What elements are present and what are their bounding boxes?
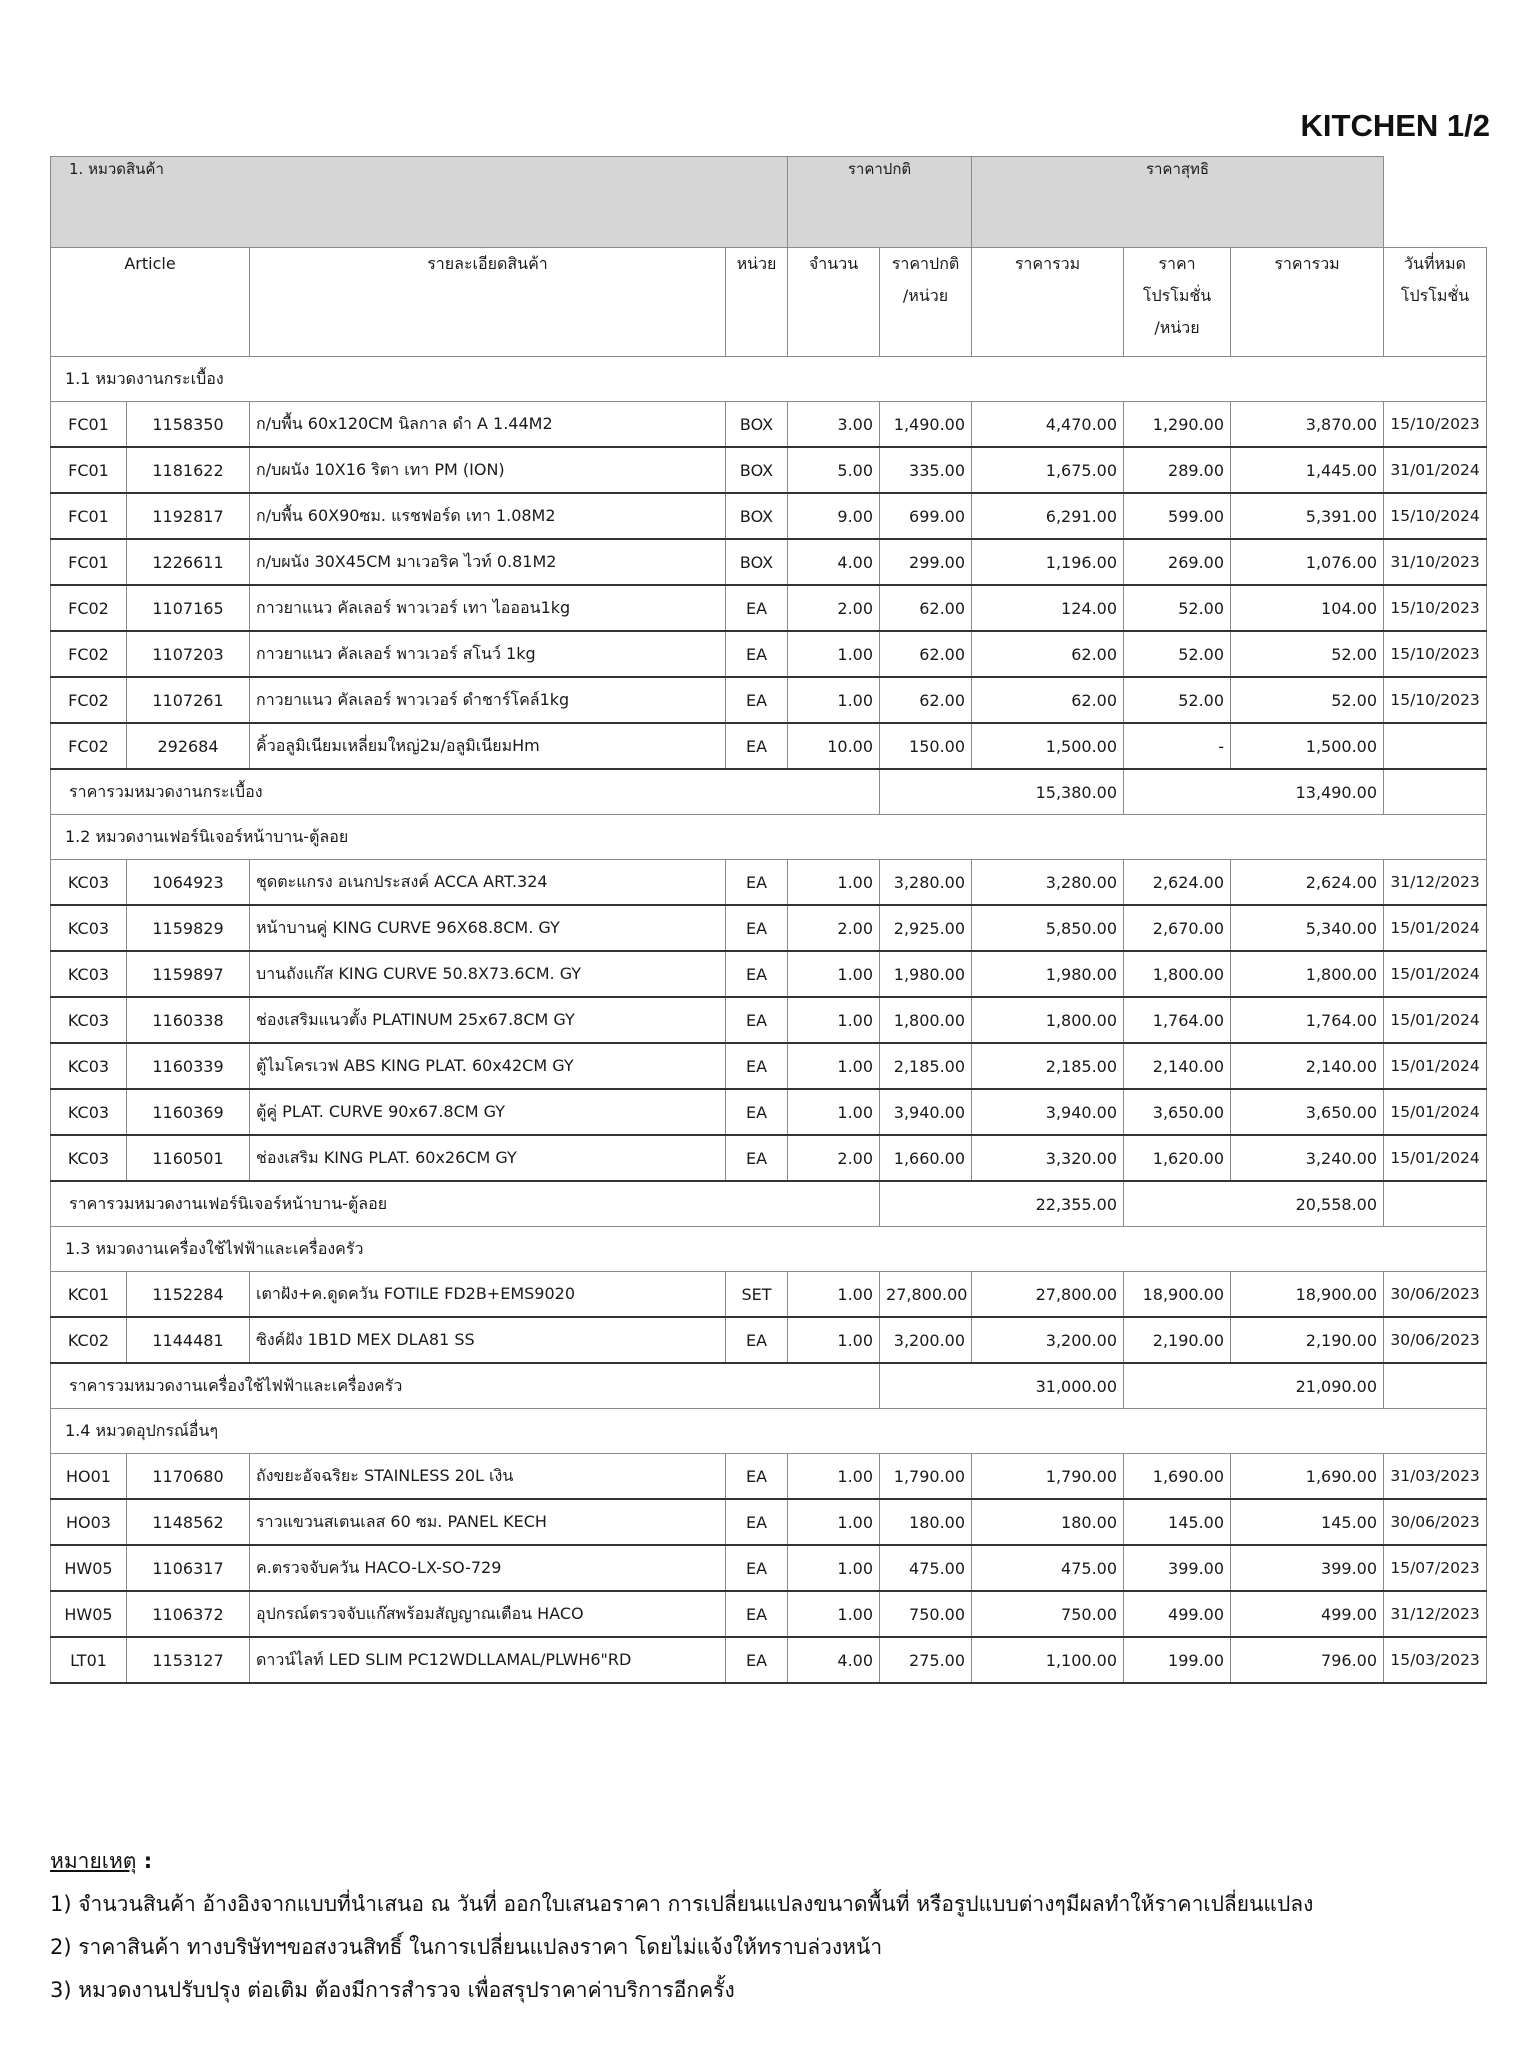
item-promo-end: 15/10/2024 xyxy=(1384,493,1487,539)
item-unit: EA xyxy=(726,585,788,631)
item-qty: 2.00 xyxy=(788,1135,880,1181)
item-promo-end: 15/01/2024 xyxy=(1384,905,1487,951)
item-description: บานถังแก๊ส KING CURVE 50.8X73.6CM. GY xyxy=(250,951,726,997)
item-unit: EA xyxy=(726,860,788,906)
item-code: FC02 xyxy=(51,585,127,631)
item-promo-price: 499.00 xyxy=(1124,1591,1231,1637)
item-unit-price: 1,800.00 xyxy=(880,997,972,1043)
item-promo-price: 199.00 xyxy=(1124,1637,1231,1683)
item-total: 124.00 xyxy=(972,585,1124,631)
item-total: 62.00 xyxy=(972,631,1124,677)
item-unit: EA xyxy=(726,1591,788,1637)
section-total-row xyxy=(51,769,1487,815)
item-unit: BOX xyxy=(726,493,788,539)
item-net-total: 2,624.00 xyxy=(1231,860,1384,906)
item-article: 1107165 xyxy=(127,585,250,631)
section-title-row xyxy=(51,1409,1487,1454)
notes-heading: หมายเหตุ : xyxy=(50,1849,153,1873)
table-row xyxy=(51,402,1487,448)
table-row xyxy=(51,585,1487,631)
item-promo-price: - xyxy=(1124,723,1231,769)
item-article: 1106317 xyxy=(127,1545,250,1591)
item-total: 4,470.00 xyxy=(972,402,1124,448)
item-unit: EA xyxy=(726,951,788,997)
item-article: 1144481 xyxy=(127,1317,250,1363)
item-promo-price: 52.00 xyxy=(1124,631,1231,677)
item-qty: 1.00 xyxy=(788,1043,880,1089)
item-qty: 1.00 xyxy=(788,1089,880,1135)
item-unit: EA xyxy=(726,1545,788,1591)
item-total: 180.00 xyxy=(972,1499,1124,1545)
note-line: 3) หมวดงานปรับปรุง ต่อเติม ต้องมีการสำรวจ เพื่อสรุปราคาค่าบริการอีกครั้ง xyxy=(50,1978,735,2002)
item-description: ก/บพื้น 60x120CM นิลกาล ดำ A 1.44M2 xyxy=(250,402,726,448)
item-description: ดาวน์ไลท์ LED SLIM PC12WDLLAMAL/PLWH6"RD xyxy=(250,1637,726,1683)
item-article: 1158350 xyxy=(127,402,250,448)
item-code: HW05 xyxy=(51,1545,127,1591)
table-row xyxy=(51,1317,1487,1363)
item-unit: EA xyxy=(726,677,788,723)
item-promo-price: 1,620.00 xyxy=(1124,1135,1231,1181)
item-description: ช่องเสริมแนวตั้ง PLATINUM 25x67.8CM GY xyxy=(250,997,726,1043)
item-unit-price: 299.00 xyxy=(880,539,972,585)
table-row xyxy=(51,905,1487,951)
item-promo-price: 18,900.00 xyxy=(1124,1272,1231,1318)
item-description: ตู้ไมโครเวฟ ABS KING PLAT. 60x42CM GY xyxy=(250,1043,726,1089)
table-row xyxy=(51,1637,1487,1683)
item-promo-price: 2,190.00 xyxy=(1124,1317,1231,1363)
item-qty: 9.00 xyxy=(788,493,880,539)
item-promo-price: 52.00 xyxy=(1124,677,1231,723)
item-unit: EA xyxy=(726,631,788,677)
item-unit: BOX xyxy=(726,402,788,448)
item-code: HO03 xyxy=(51,1499,127,1545)
item-net-total: 104.00 xyxy=(1231,585,1384,631)
item-unit: EA xyxy=(726,1499,788,1545)
item-description: กาวยาแนว คัลเลอร์ พาวเวอร์ เทา ไอออน1kg xyxy=(250,585,726,631)
item-total: 3,320.00 xyxy=(972,1135,1124,1181)
item-qty: 1.00 xyxy=(788,677,880,723)
table-row xyxy=(51,1499,1487,1545)
item-article: 1160369 xyxy=(127,1089,250,1135)
item-article: 1107203 xyxy=(127,631,250,677)
item-code: HW05 xyxy=(51,1591,127,1637)
section-total-row xyxy=(51,1181,1487,1227)
table-row xyxy=(51,1043,1487,1089)
item-promo-end: 15/01/2024 xyxy=(1384,1135,1487,1181)
item-net-total: 2,190.00 xyxy=(1231,1317,1384,1363)
unit-price-header: ราคาปกติ /หน่วย xyxy=(880,248,972,357)
item-unit-price: 699.00 xyxy=(880,493,972,539)
item-article: 1106372 xyxy=(127,1591,250,1637)
item-article: 1181622 xyxy=(127,447,250,493)
note-line: 2) ราคาสินค้า ทางบริษัทฯขอสงวนสิทธิ์ ในการเปลี่ยนแปลงราคา โดยไม่แจ้งให้ทราบล่วงหน้า xyxy=(50,1935,883,1959)
section-total-row xyxy=(51,1363,1487,1409)
item-code: KC03 xyxy=(51,951,127,997)
item-article: 1170680 xyxy=(127,1454,250,1500)
item-unit-price: 62.00 xyxy=(880,677,972,723)
item-qty: 4.00 xyxy=(788,539,880,585)
item-promo-end: 15/10/2023 xyxy=(1384,402,1487,448)
item-promo-price: 1,800.00 xyxy=(1124,951,1231,997)
item-total: 1,675.00 xyxy=(972,447,1124,493)
section-total-label: ราคารวมหมวดงานเฟอร์นิเจอร์หน้าบาน-ตู้ลอย xyxy=(51,1181,880,1227)
table-row xyxy=(51,1591,1487,1637)
item-total: 3,940.00 xyxy=(972,1089,1124,1135)
table-row xyxy=(51,493,1487,539)
item-description: เตาฝัง+ค.ดูดควัน FOTILE FD2B+EMS9020 xyxy=(250,1272,726,1318)
item-total: 5,850.00 xyxy=(972,905,1124,951)
total-header: ราคารวม xyxy=(972,248,1124,357)
item-description: ตู้คู่ PLAT. CURVE 90x67.8CM GY xyxy=(250,1089,726,1135)
item-description: ก/บผนัง 10X16 ริตา เทา PM (ION) xyxy=(250,447,726,493)
item-total: 27,800.00 xyxy=(972,1272,1124,1318)
item-total: 2,185.00 xyxy=(972,1043,1124,1089)
item-article: 1152284 xyxy=(127,1272,250,1318)
table-row xyxy=(51,723,1487,769)
section-total-blank xyxy=(1384,769,1487,815)
item-promo-end: 31/01/2024 xyxy=(1384,447,1487,493)
item-net-total: 5,391.00 xyxy=(1231,493,1384,539)
item-unit-price: 2,925.00 xyxy=(880,905,972,951)
category-header: 1. หมวดสินค้า xyxy=(51,157,788,248)
item-unit-price: 1,660.00 xyxy=(880,1135,972,1181)
item-promo-end: 15/07/2023 xyxy=(1384,1545,1487,1591)
item-article: 1160501 xyxy=(127,1135,250,1181)
item-description: กาวยาแนว คัลเลอร์ พาวเวอร์ ดำชาร์โคล์1kg xyxy=(250,677,726,723)
item-unit-price: 475.00 xyxy=(880,1545,972,1591)
item-promo-price: 1,690.00 xyxy=(1124,1454,1231,1500)
section-net-total: 20,558.00 xyxy=(1124,1181,1384,1227)
item-promo-price: 145.00 xyxy=(1124,1499,1231,1545)
item-description: ก/บพื้น 60X90ซม. แรชฟอร์ด เทา 1.08M2 xyxy=(250,493,726,539)
section-net-total: 13,490.00 xyxy=(1124,769,1384,815)
item-unit-price: 335.00 xyxy=(880,447,972,493)
item-description: หน้าบานคู่ KING CURVE 96X68.8CM. GY xyxy=(250,905,726,951)
section-title: 1.3 หมวดงานเครื่องใช้ไฟฟ้าและเครื่องครัว xyxy=(51,1227,1487,1272)
table-row xyxy=(51,1545,1487,1591)
net-price-header: ราคาสุทธิ xyxy=(972,157,1384,248)
item-qty: 10.00 xyxy=(788,723,880,769)
item-unit-price: 180.00 xyxy=(880,1499,972,1545)
item-unit-price: 3,200.00 xyxy=(880,1317,972,1363)
item-promo-price: 2,624.00 xyxy=(1124,860,1231,906)
item-unit-price: 62.00 xyxy=(880,585,972,631)
item-qty: 1.00 xyxy=(788,860,880,906)
item-article: 1153127 xyxy=(127,1637,250,1683)
item-qty: 1.00 xyxy=(788,1317,880,1363)
promo-price-header: ราคา โปรโมชั่น /หน่วย xyxy=(1124,248,1231,357)
section-title: 1.1 หมวดงานกระเบื้อง xyxy=(51,357,1487,402)
regular-price-header: ราคาปกติ xyxy=(788,157,972,248)
item-qty: 4.00 xyxy=(788,1637,880,1683)
item-promo-end: 30/06/2023 xyxy=(1384,1499,1487,1545)
item-qty: 2.00 xyxy=(788,585,880,631)
item-total: 1,790.00 xyxy=(972,1454,1124,1500)
item-net-total: 3,240.00 xyxy=(1231,1135,1384,1181)
item-promo-price: 52.00 xyxy=(1124,585,1231,631)
item-unit-price: 27,800.00 xyxy=(880,1272,972,1318)
section-total: 31,000.00 xyxy=(880,1363,1124,1409)
item-code: KC03 xyxy=(51,860,127,906)
item-net-total: 499.00 xyxy=(1231,1591,1384,1637)
item-promo-end xyxy=(1384,723,1487,769)
item-promo-end: 31/03/2023 xyxy=(1384,1454,1487,1500)
table-row xyxy=(51,631,1487,677)
qty-header: จำนวน xyxy=(788,248,880,357)
item-article: 1226611 xyxy=(127,539,250,585)
section-total-blank xyxy=(1384,1181,1487,1227)
section-title-row xyxy=(51,1227,1487,1272)
item-unit-price: 150.00 xyxy=(880,723,972,769)
item-qty: 1.00 xyxy=(788,1499,880,1545)
item-description: ช่องเสริม KING PLAT. 60x26CM GY xyxy=(250,1135,726,1181)
section-total-label: ราคารวมหมวดงานกระเบื้อง xyxy=(51,769,880,815)
section-title: 1.4 หมวดอุปกรณ์อื่นๆ xyxy=(51,1409,1487,1454)
item-promo-end: 30/06/2023 xyxy=(1384,1272,1487,1318)
item-unit-price: 3,280.00 xyxy=(880,860,972,906)
item-net-total: 5,340.00 xyxy=(1231,905,1384,951)
item-qty: 1.00 xyxy=(788,1454,880,1500)
section-total: 22,355.00 xyxy=(880,1181,1124,1227)
item-promo-price: 1,764.00 xyxy=(1124,997,1231,1043)
column-header-row xyxy=(51,248,1487,357)
item-promo-end: 15/10/2023 xyxy=(1384,585,1487,631)
item-promo-price: 399.00 xyxy=(1124,1545,1231,1591)
item-code: KC03 xyxy=(51,905,127,951)
table-row xyxy=(51,677,1487,723)
item-unit: EA xyxy=(726,1317,788,1363)
table-row xyxy=(51,951,1487,997)
item-promo-end: 15/01/2024 xyxy=(1384,1043,1487,1089)
article-header: Article xyxy=(51,248,250,357)
item-description: ราวแขวนสเตนเลส 60 ซม. PANEL KECH xyxy=(250,1499,726,1545)
description-header: รายละเอียดสินค้า xyxy=(250,248,726,357)
item-article: 1160339 xyxy=(127,1043,250,1089)
item-total: 3,200.00 xyxy=(972,1317,1124,1363)
item-qty: 3.00 xyxy=(788,402,880,448)
item-promo-end: 15/01/2024 xyxy=(1384,951,1487,997)
quotation-table xyxy=(50,156,1487,1684)
section-total-blank xyxy=(1384,1363,1487,1409)
item-code: KC03 xyxy=(51,1135,127,1181)
item-code: KC03 xyxy=(51,1089,127,1135)
item-article: 292684 xyxy=(127,723,250,769)
table-row xyxy=(51,1135,1487,1181)
item-unit-price: 62.00 xyxy=(880,631,972,677)
item-article: 1107261 xyxy=(127,677,250,723)
item-description: ซิงค์ฝัง 1B1D MEX DLA81 SS xyxy=(250,1317,726,1363)
item-net-total: 1,800.00 xyxy=(1231,951,1384,997)
item-code: FC01 xyxy=(51,447,127,493)
header-band xyxy=(51,157,1487,248)
item-promo-end: 31/10/2023 xyxy=(1384,539,1487,585)
item-unit-price: 1,980.00 xyxy=(880,951,972,997)
item-promo-price: 2,670.00 xyxy=(1124,905,1231,951)
note-line: 1) จำนวนสินค้า อ้างอิงจากแบบที่นำเสนอ ณ วันที่ ออกใบเสนอราคา การเปลี่ยนแปลงขนาดพื้นที่ หรือรูปแบบต่างๆมีผลทำให้ราคาเปลี่ยนแปลง xyxy=(50,1892,1314,1916)
item-net-total: 1,500.00 xyxy=(1231,723,1384,769)
item-total: 1,196.00 xyxy=(972,539,1124,585)
item-code: FC02 xyxy=(51,723,127,769)
notes xyxy=(50,1840,1313,2012)
item-promo-end: 15/01/2024 xyxy=(1384,997,1487,1043)
item-qty: 1.00 xyxy=(788,1272,880,1318)
item-unit: EA xyxy=(726,723,788,769)
item-unit-price: 2,185.00 xyxy=(880,1043,972,1089)
item-code: KC01 xyxy=(51,1272,127,1318)
item-net-total: 1,690.00 xyxy=(1231,1454,1384,1500)
table-row xyxy=(51,997,1487,1043)
section-total-label: ราคารวมหมวดงานเครื่องใช้ไฟฟ้าและเครื่องครัว xyxy=(51,1363,880,1409)
item-unit: EA xyxy=(726,1454,788,1500)
item-promo-end: 15/03/2023 xyxy=(1384,1637,1487,1683)
item-unit-price: 750.00 xyxy=(880,1591,972,1637)
section-net-total: 21,090.00 xyxy=(1124,1363,1384,1409)
net-total-header: ราคารวม xyxy=(1231,248,1384,357)
item-code: LT01 xyxy=(51,1637,127,1683)
item-unit: EA xyxy=(726,1043,788,1089)
item-article: 1160338 xyxy=(127,997,250,1043)
table-row xyxy=(51,1454,1487,1500)
item-promo-price: 599.00 xyxy=(1124,493,1231,539)
item-qty: 5.00 xyxy=(788,447,880,493)
item-code: KC03 xyxy=(51,997,127,1043)
promo-end-header: วันที่หมด โปรโมชั่น xyxy=(1384,248,1487,357)
item-total: 6,291.00 xyxy=(972,493,1124,539)
item-description: ชุดตะแกรง อเนกประสงค์ ACCA ART.324 xyxy=(250,860,726,906)
table-row xyxy=(51,447,1487,493)
item-promo-end: 31/12/2023 xyxy=(1384,860,1487,906)
item-qty: 1.00 xyxy=(788,997,880,1043)
item-article: 1148562 xyxy=(127,1499,250,1545)
section-title-row xyxy=(51,815,1487,860)
page-title: KITCHEN 1/2 xyxy=(1300,108,1490,143)
item-net-total: 52.00 xyxy=(1231,677,1384,723)
item-code: FC02 xyxy=(51,677,127,723)
item-description: ก/บผนัง 30X45CM มาเวอริค ไวท์ 0.81M2 xyxy=(250,539,726,585)
item-unit: EA xyxy=(726,1089,788,1135)
item-description: กาวยาแนว คัลเลอร์ พาวเวอร์ สโนว์ 1kg xyxy=(250,631,726,677)
item-total: 62.00 xyxy=(972,677,1124,723)
item-description: อุปกรณ์ตรวจจับแก๊สพร้อมสัญญาณเตือน HACO xyxy=(250,1591,726,1637)
item-unit-price: 275.00 xyxy=(880,1637,972,1683)
item-total: 475.00 xyxy=(972,1545,1124,1591)
item-unit: BOX xyxy=(726,539,788,585)
item-code: HO01 xyxy=(51,1454,127,1500)
table-row xyxy=(51,539,1487,585)
item-net-total: 399.00 xyxy=(1231,1545,1384,1591)
item-promo-price: 1,290.00 xyxy=(1124,402,1231,448)
section-total: 15,380.00 xyxy=(880,769,1124,815)
item-total: 1,500.00 xyxy=(972,723,1124,769)
unit-header: หน่วย xyxy=(726,248,788,357)
item-promo-price: 269.00 xyxy=(1124,539,1231,585)
item-unit: EA xyxy=(726,1637,788,1683)
item-promo-end: 15/01/2024 xyxy=(1384,1089,1487,1135)
item-promo-end: 30/06/2023 xyxy=(1384,1317,1487,1363)
table-row xyxy=(51,1272,1487,1318)
item-net-total: 1,764.00 xyxy=(1231,997,1384,1043)
item-net-total: 3,650.00 xyxy=(1231,1089,1384,1135)
item-code: FC02 xyxy=(51,631,127,677)
item-promo-end: 15/10/2023 xyxy=(1384,677,1487,723)
item-code: KC02 xyxy=(51,1317,127,1363)
item-qty: 1.00 xyxy=(788,951,880,997)
item-code: FC01 xyxy=(51,402,127,448)
item-unit-price: 1,490.00 xyxy=(880,402,972,448)
item-description: คิ้วอลูมิเนียมเหลี่ยมใหญ่2ม/อลูมิเนียมHm xyxy=(250,723,726,769)
item-net-total: 3,870.00 xyxy=(1231,402,1384,448)
item-unit: EA xyxy=(726,997,788,1043)
item-unit-price: 3,940.00 xyxy=(880,1089,972,1135)
item-promo-price: 2,140.00 xyxy=(1124,1043,1231,1089)
item-net-total: 1,445.00 xyxy=(1231,447,1384,493)
item-unit: BOX xyxy=(726,447,788,493)
item-total: 1,100.00 xyxy=(972,1637,1124,1683)
section-title-row xyxy=(51,357,1487,402)
item-promo-price: 289.00 xyxy=(1124,447,1231,493)
item-qty: 1.00 xyxy=(788,1545,880,1591)
section-title: 1.2 หมวดงานเฟอร์นิเจอร์หน้าบาน-ตู้ลอย xyxy=(51,815,1487,860)
item-qty: 1.00 xyxy=(788,631,880,677)
item-total: 1,800.00 xyxy=(972,997,1124,1043)
item-unit: SET xyxy=(726,1272,788,1318)
item-qty: 2.00 xyxy=(788,905,880,951)
item-total: 750.00 xyxy=(972,1591,1124,1637)
item-qty: 1.00 xyxy=(788,1591,880,1637)
item-unit: EA xyxy=(726,905,788,951)
item-article: 1159897 xyxy=(127,951,250,997)
item-promo-end: 31/12/2023 xyxy=(1384,1591,1487,1637)
item-total: 1,980.00 xyxy=(972,951,1124,997)
item-code: KC03 xyxy=(51,1043,127,1089)
table-row xyxy=(51,1089,1487,1135)
table-row xyxy=(51,860,1487,906)
item-unit-price: 1,790.00 xyxy=(880,1454,972,1500)
item-net-total: 52.00 xyxy=(1231,631,1384,677)
item-unit: EA xyxy=(726,1135,788,1181)
item-net-total: 18,900.00 xyxy=(1231,1272,1384,1318)
item-code: FC01 xyxy=(51,493,127,539)
item-code: FC01 xyxy=(51,539,127,585)
item-total: 3,280.00 xyxy=(972,860,1124,906)
item-net-total: 2,140.00 xyxy=(1231,1043,1384,1089)
item-article: 1159829 xyxy=(127,905,250,951)
item-description: ถังขยะอัจฉริยะ STAINLESS 20L เงิน xyxy=(250,1454,726,1500)
item-net-total: 796.00 xyxy=(1231,1637,1384,1683)
item-article: 1064923 xyxy=(127,860,250,906)
item-promo-price: 3,650.00 xyxy=(1124,1089,1231,1135)
item-article: 1192817 xyxy=(127,493,250,539)
item-promo-end: 15/10/2023 xyxy=(1384,631,1487,677)
item-net-total: 1,076.00 xyxy=(1231,539,1384,585)
item-description: ค.ตรวจจับควัน HACO-LX-SO-729 xyxy=(250,1545,726,1591)
item-net-total: 145.00 xyxy=(1231,1499,1384,1545)
